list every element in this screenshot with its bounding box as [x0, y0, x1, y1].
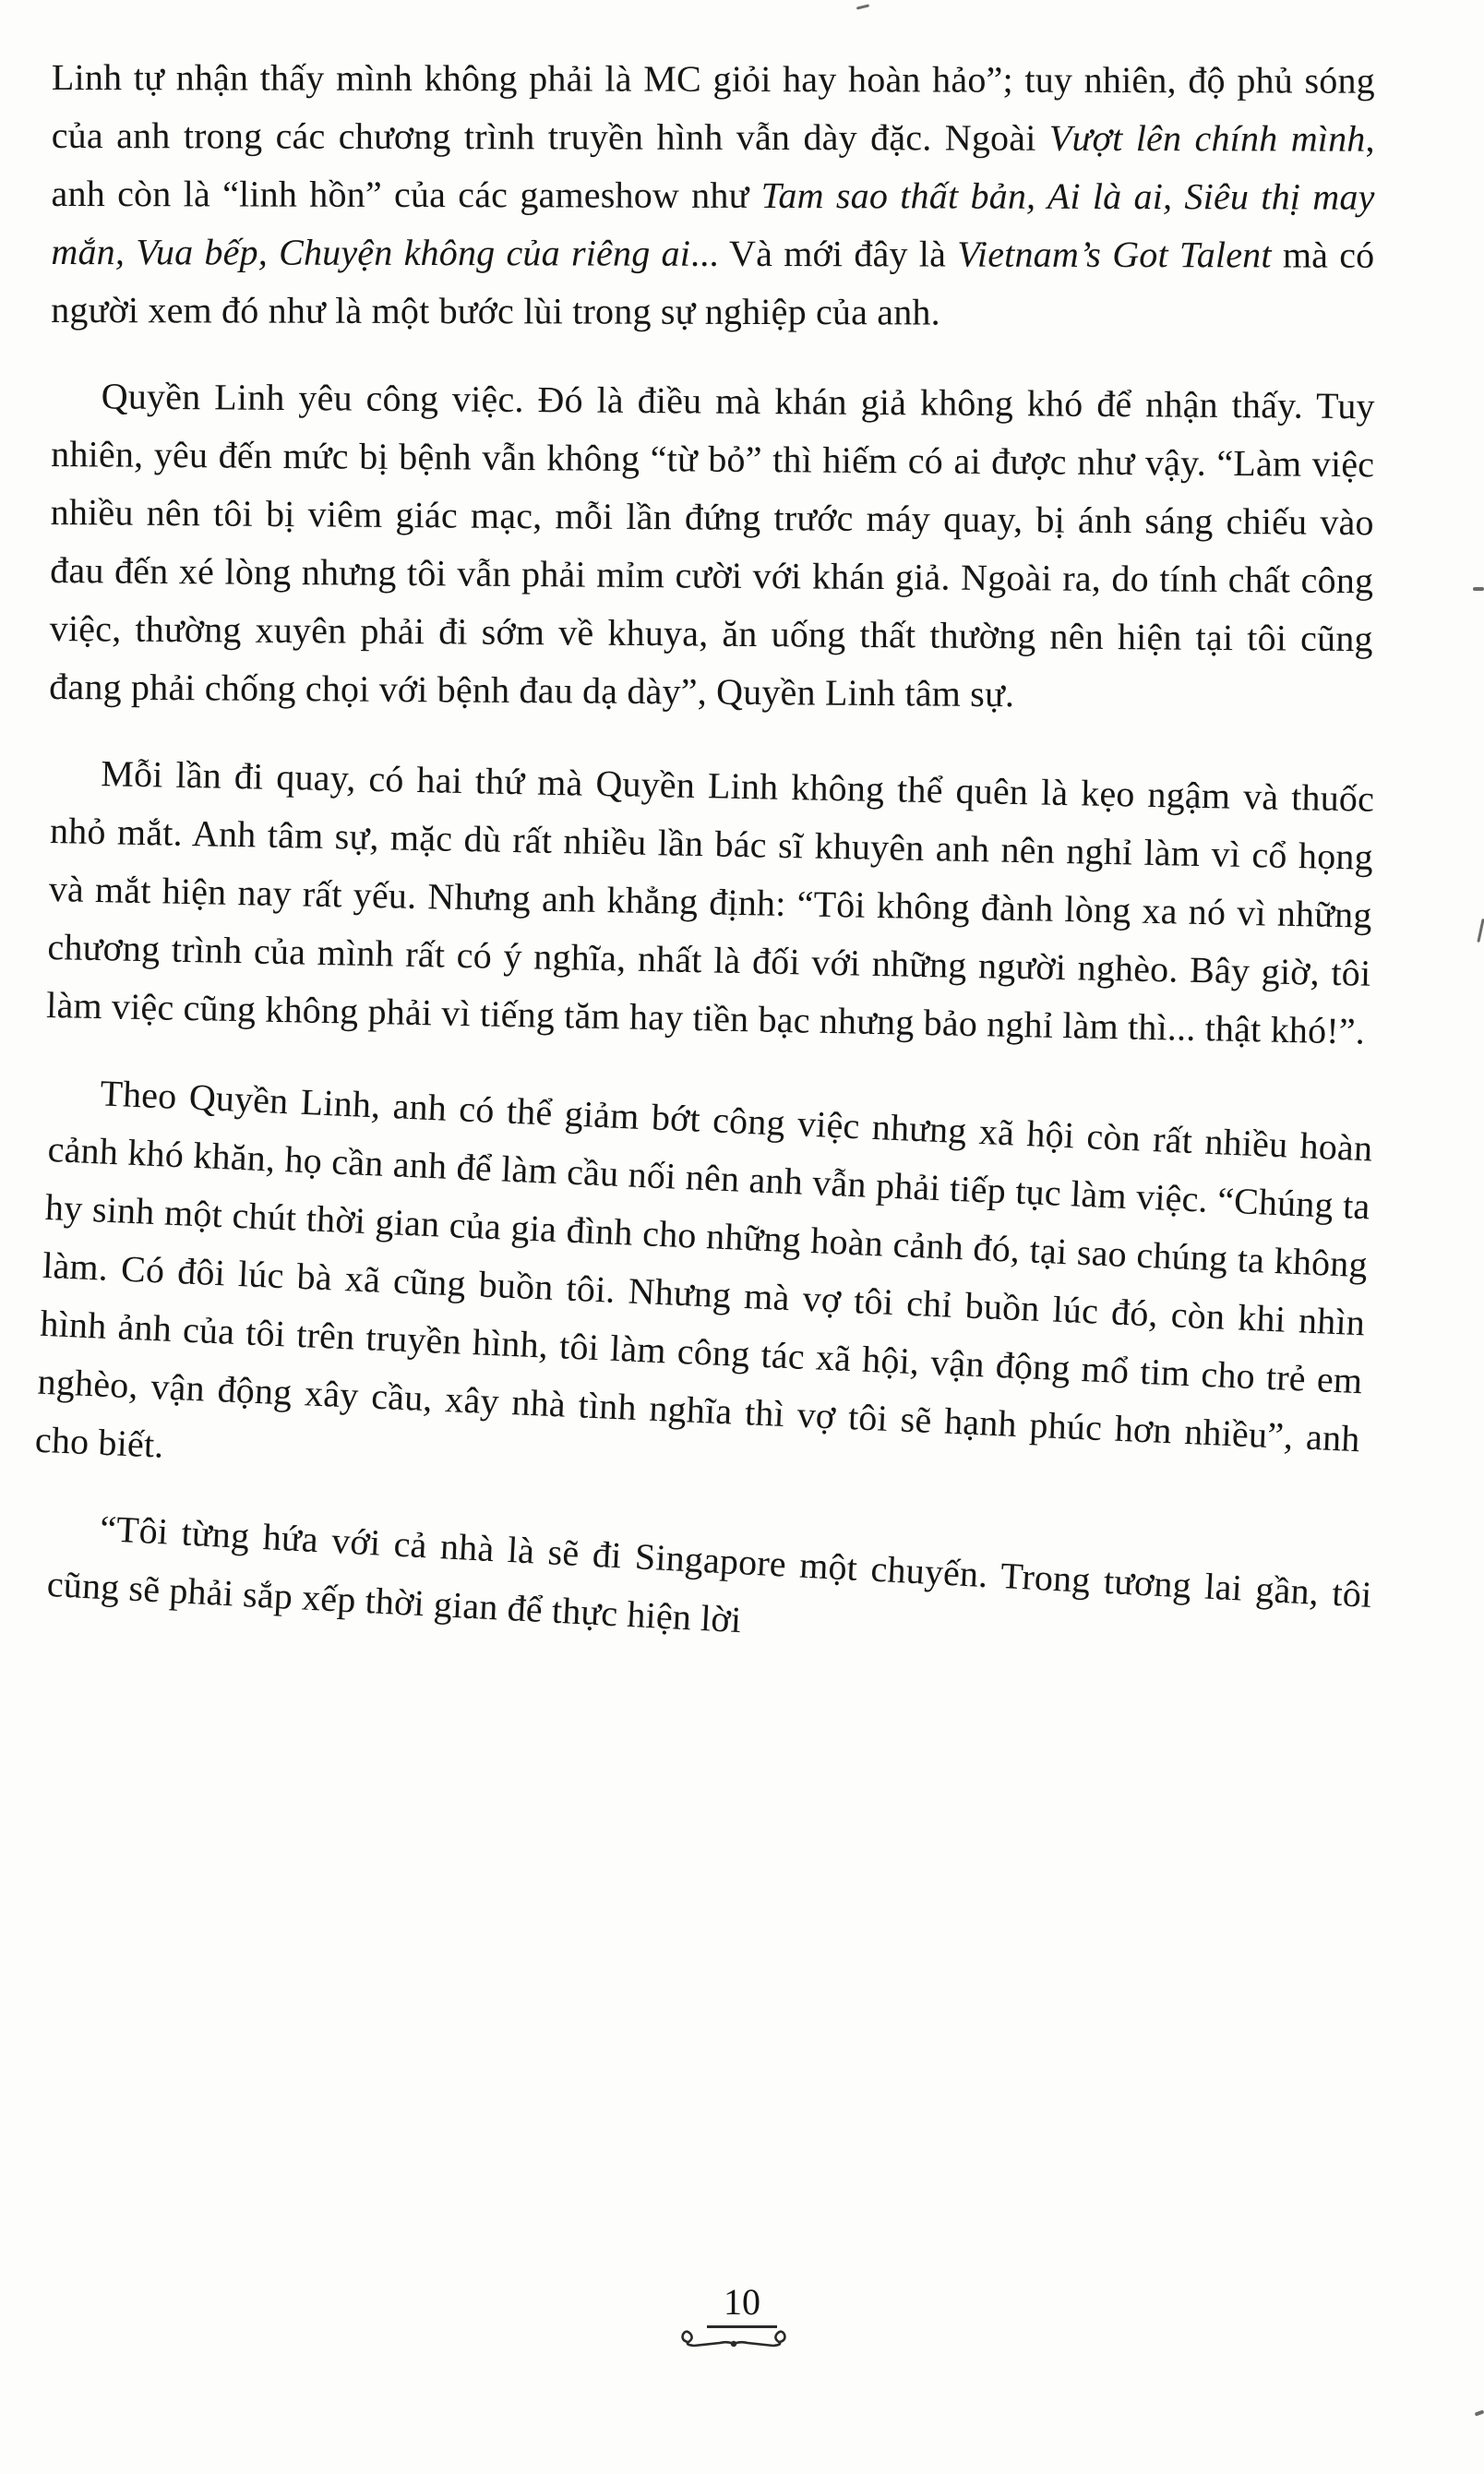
scan-artifact: [856, 4, 869, 9]
scan-artifact: [1473, 587, 1484, 591]
flourish-divider-icon: [0, 2330, 1484, 2359]
italic-text-segment: Vietnam’s Got Talent: [957, 233, 1272, 276]
paragraph: [46, 743, 1375, 1061]
text-segment: Linh tự nhận thấy mình không phải là MC giỏi hay hoàn hảo”; tuy nhiên, độ phủ sóng của anh trong các chương trình truyền hình vẫn dày đặc. Ngoài: [51, 55, 1375, 159]
text-segment: Mỗi lần đi quay, có hai thứ mà Quyền Linh không thể quên là kẹo ngậm và thuốc nhỏ mắt. Anh tâm sự, mặc dù rất nhiều lần bác sĩ khuyên anh nên nghỉ làm vì cổ họng và mắt hiện nay rất yếu. Nhưng anh khẳng định: “Tôi không đành lòng xa nó vì những chương trình của mình rất có ý nghĩa, nhất là đối với những người nghèo. Bây giờ, tôi làm việc cũng không phải vì tiếng tăm hay tiền bạc nhưng bảo nghỉ làm thì... thật khó!”.: [45, 752, 1375, 1052]
paragraph: [51, 48, 1375, 342]
page-footer: [0, 2280, 1484, 2359]
text-segment: mà có người xem đó như là một bước lùi trong sự nghiệp của anh.: [51, 234, 1375, 333]
text-segment: Quyền Linh yêu công việc. Đó là điều mà khán giả không khó để nhận thấy. Tuy nhiên, yêu đến mức bị bệnh vẫn không “từ bỏ” thì hiếm có ai được như vậy. “Làm việc nhiều nên tôi bị viêm giác mạc, mỗi lần đứng trước máy quay, bị ánh sáng chiếu vào đau đến xé lòng nhưng tôi vẫn phải mỉm cười với khán giả. Ngoài ra, do tính chất công việc, thường xuyên phải đi sớm về khuya, ăn uống thất thường nên hiện tại tôi cũng đang phải chống chọi với bệnh đau dạ dày”, Quyền Linh tâm sự.: [49, 375, 1375, 715]
text-segment: , anh còn là “linh hồn” của các gameshow như: [51, 117, 1375, 217]
paragraph: [34, 1062, 1374, 1526]
paragraph: [45, 1496, 1373, 1682]
italic-text-segment: Tam sao thất bản, Ai là ai, Siêu thị may mắn, Vua bếp, Chuyện không của riêng ai: [51, 174, 1375, 274]
scan-artifact: [1475, 2409, 1484, 2416]
italic-text-segment: Vượt lên chính mình: [1048, 116, 1366, 160]
scan-artifact: [1477, 919, 1484, 943]
text-segment: Theo Quyền Linh, anh có thể giảm bớt công việc nhưng xã hội còn rất nhiều hoàn cảnh khó khăn, họ cần anh để làm cầu nối nên anh vẫn phải tiếp tục làm việc. “Chúng ta hy sinh một chút thời gian của gia đình cho những hoàn cảnh đó, tại sao chúng ta không làm. Có đôi lúc bà xã cũng buồn tôi. Nhưng mà vợ tôi chỉ buồn lúc đó, còn khi nhìn hình ảnh của tôi trên truyền hình, tôi làm công tác xã hội, vận động mổ tim cho trẻ em nghèo, vận động xây cầu, xây nhà tình nghĩa thì vợ tôi sẽ hạnh phúc hơn nhiều”, anh cho biết.: [34, 1072, 1374, 1466]
page-number: 10: [707, 2280, 777, 2328]
text-segment: “Tôi từng hứa với cả nhà là sẽ đi Singapore một chuyến. Trong tương lai gần, tôi cũng sẽ phải sắp xếp thời gian để thực hiện lời: [45, 1507, 1373, 1641]
page-text: [34, 48, 1375, 1641]
paragraph: [49, 366, 1375, 726]
text-segment: ... Và mới đây là: [690, 232, 958, 275]
